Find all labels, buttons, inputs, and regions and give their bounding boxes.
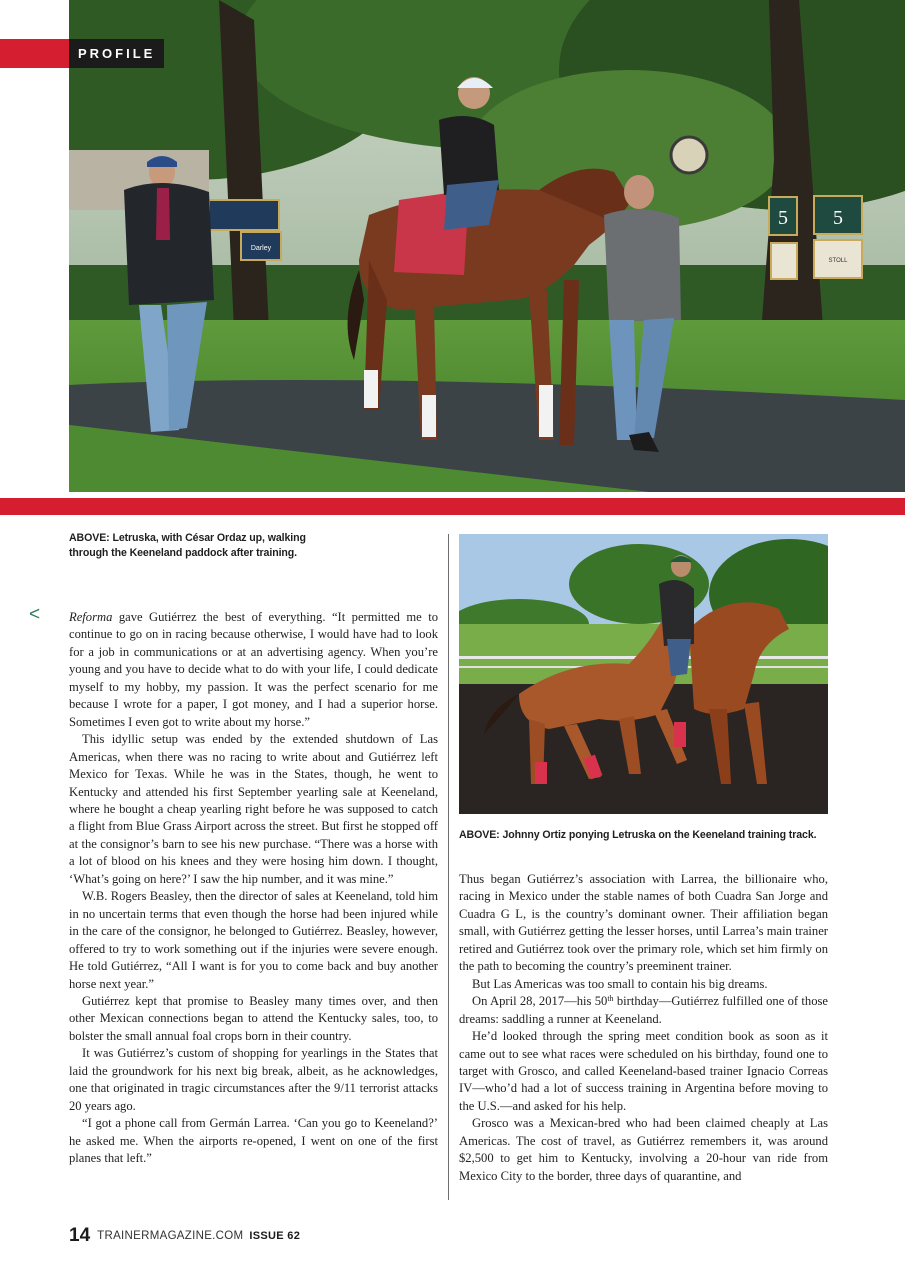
paragraph: W.B. Rogers Beasley, then the director of sales at Keeneland, told him in no uncertain terms that even though the horse had been injured while in the care of the consignor, he belonged to Gutiérrez. Beasley, however, offered to try to work something out if the injuries were severe enough. He told Gutiérrez, “All I want is for you to come back and buy another horse next year.” — [69, 889, 438, 991]
publication-name: Reforma — [69, 610, 113, 624]
paragraph: Reforma gave Gutiérrez the best of everything. “It permitted me to continue to go on in racing because otherwise, I would have had to look for a job in communications or at an advertising agency. When you’re young and you have to decide what to do with your life, I could dedicate myself to my hobby, my passion. It was the perfect scenario for me because I wrote for a paper, I got money, and I had a superior horse. Sometimes I even got to write about my horse.” — [69, 610, 438, 729]
article-left-column — [69, 609, 438, 1168]
sign-number-a: 5 — [778, 207, 788, 229]
paragraph: Gutiérrez kept that promise to Beasley many times over, and then other Mexican connections began to attend the Kentucky sales, too, to bolster the small annual foal crops born in their country. — [69, 993, 438, 1043]
previous-page-arrow-icon[interactable]: < — [29, 604, 41, 625]
paragraph: Thus began Gutiérrez’s association with Larrea, the billionaire who, racing in Mexico under the stable names of both Cuadra San Jorge and Cuadra G L, is the country’s dominant owner. Their affiliation began small, with Gutiérrez getting the lesser horses, until Larrea’s main trainer retired and Gutiérrez took over the primary role, which set him firmly on the path to becoming the country’s preeminent trainer. — [459, 872, 828, 974]
paddock-photo-illustration — [69, 0, 905, 492]
second-photo-caption: ABOVE: Johnny Ortiz ponying Letruska on the Keeneland training track. — [459, 829, 817, 841]
paragraph: “I got a phone call from Germán Larrea. ‘Can you go to Keeneland?’ he asked me. When the airports re-opened, I went on one of the first planes that left.” — [69, 1116, 438, 1166]
article-right-column — [459, 871, 828, 1201]
page-footer — [69, 1225, 300, 1249]
sign-sponsor-text: STOLL — [828, 258, 848, 264]
training-track-illustration — [459, 534, 828, 814]
paragraph: It was Gutiérrez’s custom of shopping for yearlings in the States that laid the groundwork for his next big break, albeit, as he acknowledges, one that originated in tragic circumstances after the 9/11 terrorist attacks 20 years ago. — [69, 1046, 438, 1113]
footer-site[interactable]: TRAINERMAGAZINE.COM — [97, 1230, 244, 1242]
page-number: 14 — [69, 1225, 91, 1246]
column-divider — [448, 534, 449, 1200]
sign-darley-text: Darley — [250, 245, 272, 252]
section-tag-profile: PROFILE — [69, 39, 164, 68]
sign-number-b: 5 — [833, 207, 843, 229]
paragraph: But Las Americas was too small to contain his big dreams. — [472, 976, 768, 991]
paragraph: On April 28, 2017—his 50th birthday—Gutiérrez fulfilled one of those dreams: saddling a runner at Keeneland. — [459, 994, 828, 1026]
hero-photo — [69, 0, 905, 492]
paragraph: This idyllic setup was ended by the extended shutdown of Las Americas, when there was no racing to write about and Gutiérrez left Mexico for Texas. While he was in the States, though, he went to Kentucky and attended his first September yearling sale at Keeneland, where he bought a cheap yearling right before he was supposed to catch a flight from Blue Grass Airport across the street. But first he stopped off at the consignor’s barn to see his new purchase. “There was a horse with a lot of blood on his knees and they were hosing him down. I thought, ‘What’s going on here?’ I saw the hip number, and it was mine.” — [69, 732, 438, 886]
profile-accent-bar — [0, 39, 69, 68]
red-divider-band — [0, 498, 905, 515]
footer-issue: ISSUE 62 — [249, 1230, 301, 1242]
top-photo-caption: ABOVE: Letruska, with César Ordaz up, walking through the Keeneland paddock after training. — [69, 532, 306, 559]
training-track-photo — [459, 534, 828, 814]
paragraph: He’d looked through the spring meet condition book as soon as it came out to see what races were scheduled on his birthday, found one to target with Grosco, and called Keeneland-based trainer Ignacio Correas IV—who’d had a lot of success training in Argentina before moving to the U.S.—and asked for his help. — [459, 1029, 828, 1113]
paragraph: Grosco was a Mexican-bred who had been claimed cheaply at Las Americas. The cost of travel, as Gutiérrez remembers it, was around $2,500 to get him to Kentucky, involving a 20-hour van ride from Mexico City to the border, three days of quarantine, and — [459, 1116, 828, 1183]
